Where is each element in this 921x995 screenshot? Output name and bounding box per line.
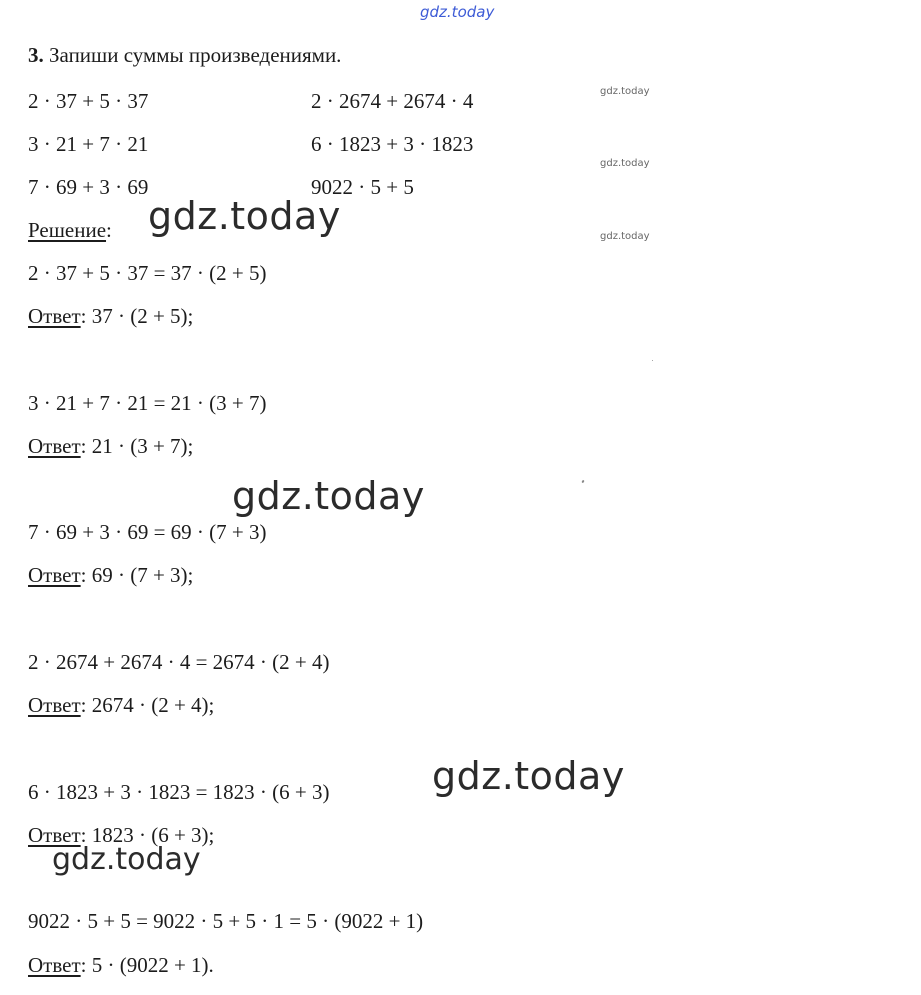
expression-left-2: 3 · 21 + 7 · 21 <box>28 132 149 156</box>
solution-answer-2 <box>28 434 193 458</box>
expression-right-2: 6 · 1823 + 3 · 1823 <box>311 132 474 156</box>
answer-value: : 5 · (9022 + 1). <box>80 953 214 977</box>
watermark-big-3: gdz.today <box>432 754 625 798</box>
answer-label: Ответ <box>28 434 81 458</box>
watermark-big-2: gdz.today <box>232 474 425 518</box>
answer-label: Ответ <box>28 304 81 328</box>
task-text: Запиши суммы произведениями. <box>49 43 342 67</box>
answer-label: Ответ <box>28 693 81 717</box>
solution-label-text: Решение <box>28 218 107 242</box>
task-heading <box>28 43 341 67</box>
stray-mark <box>581 480 584 484</box>
solution-label-colon: : <box>106 218 112 242</box>
expression-right-1: 2 · 2674 + 2674 · 4 <box>311 89 474 113</box>
answer-value: : 2674 · (2 + 4); <box>80 693 215 717</box>
answer-value: : 21 · (3 + 7); <box>80 434 194 458</box>
solution-label <box>28 218 112 242</box>
answer-label: Ответ <box>28 953 81 977</box>
solution-equation-2: 3 · 21 + 7 · 21 = 21 · (3 + 7) <box>28 391 267 415</box>
watermark-small-1: gdz.today <box>600 86 650 97</box>
solution-answer-1 <box>28 304 193 328</box>
watermark-small-2: gdz.today <box>600 158 650 169</box>
expression-left-3: 7 · 69 + 3 · 69 <box>28 175 149 199</box>
solution-answer-4 <box>28 693 214 717</box>
watermark-small-3: gdz.today <box>600 231 650 242</box>
stray-dot <box>652 360 653 361</box>
watermark-top: gdz.today <box>420 3 495 21</box>
solution-answer-3 <box>28 563 193 587</box>
expression-right-3: 9022 · 5 + 5 <box>311 175 414 199</box>
answer-value: : 37 · (2 + 5); <box>80 304 194 328</box>
answer-value: : 1823 · (6 + 3); <box>80 823 215 847</box>
answer-value: : 69 · (7 + 3); <box>80 563 194 587</box>
solution-answer-6 <box>28 953 214 977</box>
answer-label: Ответ <box>28 563 81 587</box>
solution-equation-6: 9022 · 5 + 5 = 9022 · 5 + 5 · 1 = 5 · (9022 + 1) <box>28 909 424 933</box>
solution-equation-4: 2 · 2674 + 2674 · 4 = 2674 · (2 + 4) <box>28 650 330 674</box>
answer-label: Ответ <box>28 823 81 847</box>
expression-left-1: 2 · 37 + 5 · 37 <box>28 89 149 113</box>
watermark-medium: gdz.today <box>52 842 201 877</box>
solution-equation-1: 2 · 37 + 5 · 37 = 37 · (2 + 5) <box>28 261 267 285</box>
task-number: 3. <box>28 43 44 67</box>
solution-equation-3: 7 · 69 + 3 · 69 = 69 · (7 + 3) <box>28 520 267 544</box>
solution-equation-5: 6 · 1823 + 3 · 1823 = 1823 · (6 + 3) <box>28 780 330 804</box>
watermark-big-1: gdz.today <box>148 194 341 238</box>
